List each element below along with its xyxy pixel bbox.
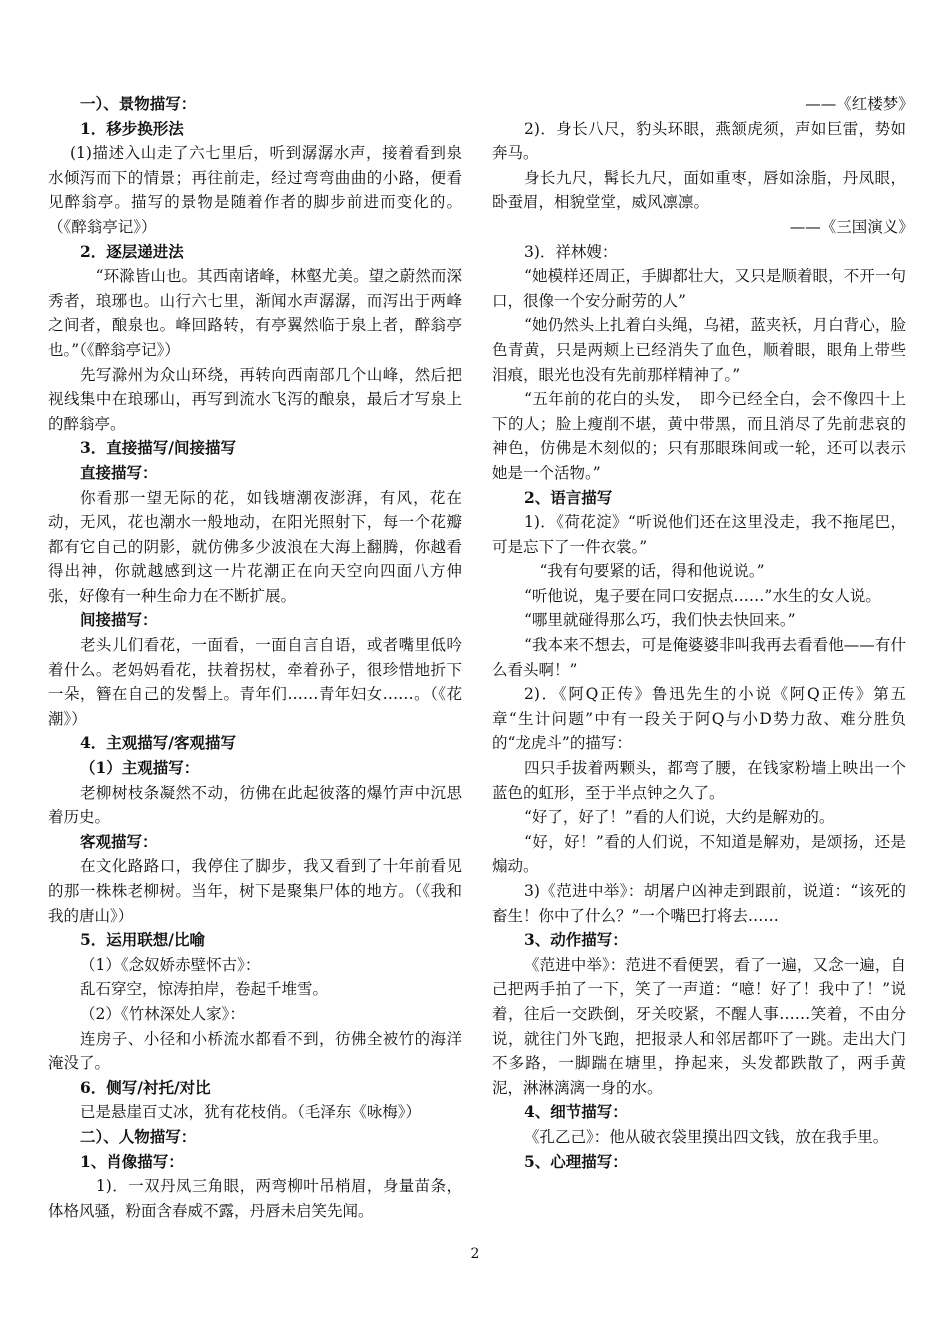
paragraph: “她仍然头上扎着白头绳，乌裙，蓝夹袄，月白背心，脸色青黄，只是两颊上已经消失了血色，顺着眼，眼角上带些泪痕，眼光也没有先前那样精神了。” — [492, 316, 906, 384]
paragraph: 老头儿们看花，一面看，一面自言自语，或者嘴里低吟着什么。老妈妈看花，扶着拐杖，牵着孙子，很珍惜地折下一朵，簪在自己的发髻上。青年们……青年妇女……。（《花潮》） — [48, 636, 462, 728]
paragraph: “五年前的花白的头发， 即今已经全白，会不像四十上下的人；脸上瘦削不堪，黄中带黑，而且消尽了先前悲哀的神色，仿佛是木刻似的；只有那眼珠间或一轮，还可以表示她是一个活物。” — [492, 390, 906, 482]
section-heading: 1．移步换形法 — [80, 118, 184, 138]
section-heading: 3．直接描写/间接描写 — [80, 438, 236, 458]
paragraph: 四只手拔着两颗头，都弯了腰，在钱家粉墙上映出一个蓝色的虹形，至于半点钟之久了。 — [492, 759, 906, 802]
paragraph: 先写滁州为众山环绕，再转向西南部几个山峰，然后把视线集中在琅琊山，再写到流水飞泻的酿泉，最后才写泉上的醉翁亭。 — [48, 365, 462, 433]
section-heading: 4．主观描写/客观描写 — [80, 733, 236, 753]
paragraph: 你看那一望无际的花，如钱塘潮夜澎湃，有风，花在动，无风，花也潮水一般地动，在阳光照射下，每一个花瓣都有它自己的阴影，就仿佛多少波浪在大海上翻腾，你越看得出神，你就越感到这一片花潮正在向天空向四面八方伸张，好像有一种生命力在不断扩展。 — [48, 488, 462, 605]
paragraph: 已是悬崖百丈冰，犹有花枝俏。（毛泽东《咏梅》） — [80, 1103, 422, 1122]
section-heading: 3、动作描写： — [524, 930, 628, 950]
section-heading: 1、肖像描写： — [80, 1151, 184, 1171]
paragraph: （1）《念奴娇赤壁怀古》： — [80, 955, 261, 974]
paragraph: 1)．《荷花淀》“听说他们还在这里没走，我不拖尾巴，可是忘下了一件衣裳。” — [492, 513, 906, 556]
paragraph: “哪里就碰得那么巧，我们快去快回来。” — [524, 611, 796, 630]
section-heading: 直接描写： — [80, 462, 158, 482]
paragraph: 连房子、小径和小桥流水都看不到，彷佛全被竹的海洋淹没了。 — [48, 1029, 462, 1073]
paragraph: 2)．《阿Q正传》鲁迅先生的小说《阿Q正传》第五章“生计问题”中有一段关于阿Q与小D势力敌、难分胜负的“龙虎斗”的描写： — [492, 685, 906, 753]
paragraph: “我本来不想去，可是俺婆婆非叫我再去看看他——有什么看头啊！” — [492, 636, 906, 679]
paragraph: (1)描述入山走了六七里后，听到潺潺水声，接着看到泉水倾泻而下的情景；再往前走，经过弯弯曲曲的小路，便看见醉翁亭。描写的景物是随着作者的脚步前进而变化的。（《醉翁亭记》） — [48, 144, 462, 236]
paragraph: “环滁皆山也。其西南诸峰，林壑尤美。望之蔚然而深秀者，琅琊也。山行六七里，渐闻水声潺潺，而泻出于两峰之间者，酿泉也。峰回路转，有亭翼然临于泉上者，醉翁亭也。”（《醉翁亭记》） — [48, 267, 462, 359]
paragraph: “好了，好了！”看的人们说，大约是解劝的。 — [524, 808, 835, 827]
section-heading: 客观描写： — [80, 831, 158, 851]
paragraph: ——《红楼梦》 — [805, 95, 922, 113]
paragraph: 《孔乙己》：他从破衣袋里摸出四文钱，放在我手里。 — [524, 1127, 889, 1146]
paragraph: 乱石穿空，惊涛拍岸，卷起千堆雪。 — [80, 980, 329, 999]
paragraph: “她模样还周正，手脚都壮大，又只是顺着眼，不开一句口，很像一个安分耐劳的人” — [492, 267, 906, 310]
paragraph: 在文化路路口，我停住了脚步，我又看到了十年前看见的那一株株老柳树。当年，树下是聚集尸体的地方。（《我和我的唐山》） — [48, 857, 462, 925]
paragraph: 1)．一双丹凤三角眼，两弯柳叶吊梢眉，身量苗条，体格风骚，粉面含春威不露，丹唇未启笑先闻。 — [48, 1177, 462, 1220]
section-heading: 6．侧写/衬托/对比 — [80, 1077, 211, 1097]
paragraph: “好，好！”看的人们说，不知道是解劝，是颂扬，还是煽动。 — [492, 832, 906, 876]
left-column — [48, 92, 462, 1223]
section-heading: 5．运用联想/比喻 — [80, 930, 205, 950]
section-heading: 4、细节描写： — [524, 1102, 628, 1122]
paragraph: “听他说，鬼子要在同口安据点……”水生的女人说。 — [524, 586, 881, 605]
paragraph: 3)《范进中举》：胡屠户凶神走到跟前，说道：“该死的畜生！你中了什么？”一个嘴巴打将去…… — [492, 882, 906, 925]
paragraph: “我有句要紧的话，得和他说说。” — [524, 562, 765, 581]
section-heading: 2．逐层递进法 — [80, 241, 184, 261]
paragraph: ——《三国演义》 — [789, 217, 922, 236]
section-heading: 5、心理描写： — [524, 1151, 628, 1171]
paragraph: 《范进中举》：范进不看便罢，看了一遍，又念一遍，自己把两手拍了一下，笑了一声道：“噫！好了！我中了！”说着，往后一交跌倒，牙关咬紧，不醒人事……笑着，不由分说，就往门外飞跑，把报录人和邻居都吓了一跳。走出大门不多路，一脚踹在塘里，挣起来，头发都跌散了，两手黄泥，淋淋漓漓一身的水。 — [492, 955, 906, 1097]
paragraph: 身长九尺，髯长九尺，面如重枣，唇如涂脂，丹凤眼，卧蚕眉，相貌堂堂，威风凛凛。 — [492, 168, 906, 212]
section-heading: 2、语言描写 — [524, 487, 613, 507]
section-heading: 二）、人物描写： — [80, 1126, 197, 1146]
section-heading: 一）、景物描写： — [80, 94, 197, 113]
section-heading: 间接描写： — [80, 610, 158, 630]
section-heading: （1）主观描写： — [80, 758, 200, 778]
paragraph: （2）《竹林深处人家》： — [80, 1004, 245, 1023]
paragraph: 老柳树枝条凝然不动，彷佛在此起彼落的爆竹声中沉思着历史。 — [48, 783, 462, 827]
paragraph: 3)．祥林嫂： — [524, 242, 618, 261]
paragraph: 2)．身长八尺，豹头环眼，燕颔虎须，声如巨雷，势如奔马。 — [492, 119, 906, 163]
page-number: 2 — [470, 1246, 480, 1262]
right-column — [492, 92, 922, 1174]
